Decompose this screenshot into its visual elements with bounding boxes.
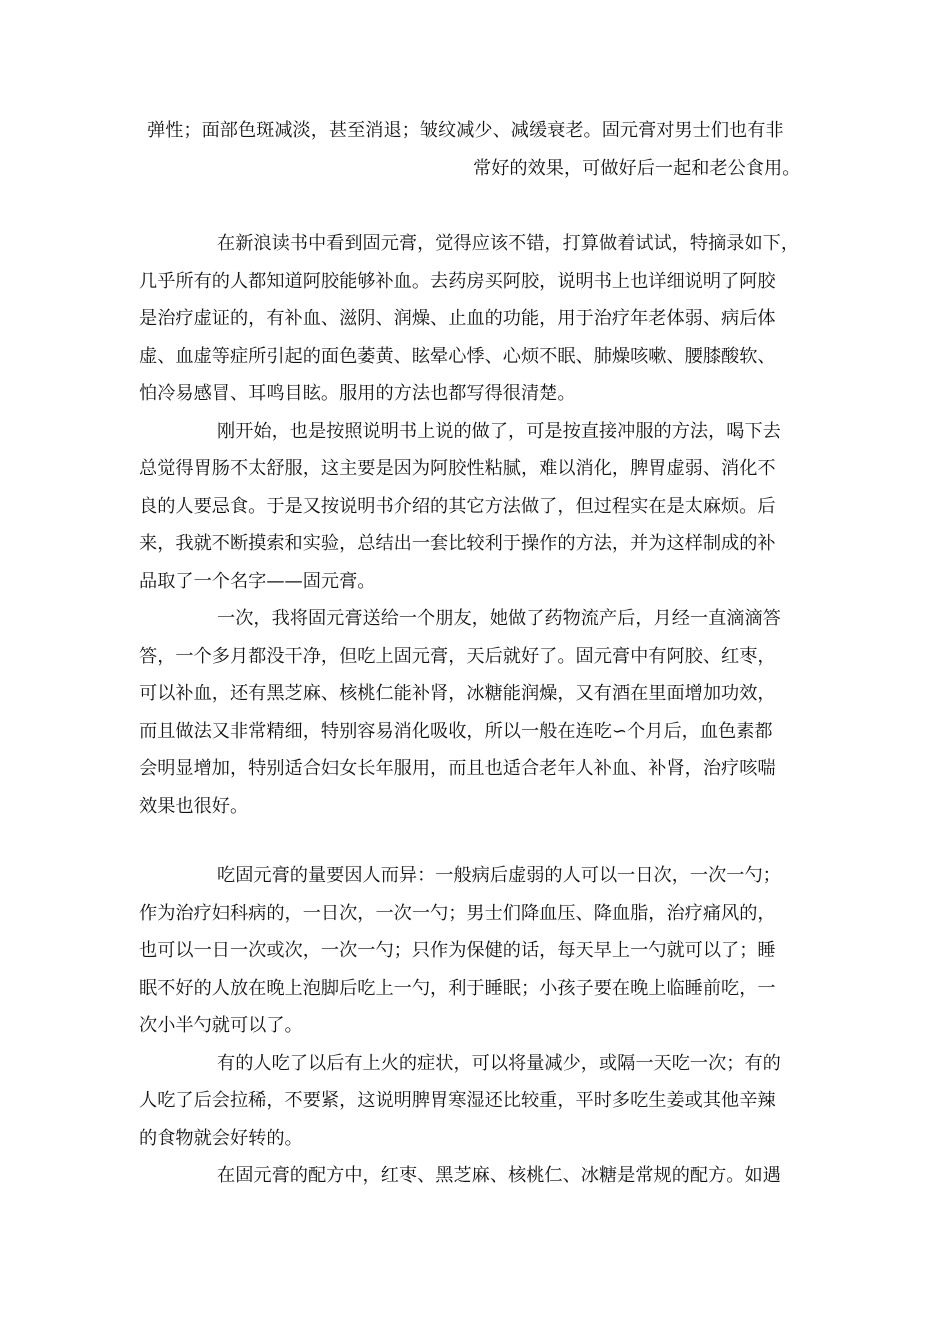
para5-line-1: 有的人吃了以后有上火的症状，可以将量减少，或隔一天吃一次；有的 — [217, 1053, 781, 1074]
para2-line-2: 总觉得胃肠不太舒服，这主要是因为阿胶性粘腻，难以消化，脾胃虚弱、消化不 — [139, 458, 776, 479]
para2-line-5: 品取了一个名字——固元膏。 — [139, 571, 376, 592]
para4-line-2: 作为治疗妇科病的，一日次，一次一勺；男士们降血压、降血脂，治疗痛风的， — [139, 903, 776, 924]
para6-line-1: 在固元膏的配方中，红枣、黑芝麻、核桃仁、冰糖是常规的配方。如遇 — [217, 1165, 781, 1186]
para5-line-3: 的食物就会好转的。 — [139, 1128, 303, 1149]
para3-line-4: 而且做法又非常精细，特别容易消化吸收，所以一般在连吃∽个月后，血色素都 — [139, 721, 773, 742]
para4-line-1: 吃固元膏的量要因人而异：一般病后虚弱的人可以一日次，一次一勺； — [217, 865, 781, 886]
para5-line-2: 人吃了后会拉稀，不要紧，这说明脾胃寒湿还比较重，平时多吃生姜或其他辛辣 — [139, 1090, 776, 1111]
intro-line-1: 弹性；面部色斑减淡，甚至消退；皱纹减少、减缓衰老。固元膏对男士们也有非 — [147, 120, 784, 141]
para2-line-4: 来，我就不断摸索和实验，总结出一套比较利于操作的方法，并为这样制成的补 — [139, 533, 776, 554]
para3-line-5: 会明显增加，特别适合妇女长年服用，而且也适合老年人补血、补肾，治疗咳喘 — [139, 758, 776, 779]
intro-line-2: 常好的效果，可做好后一起和老公食用。 — [473, 158, 801, 179]
para1-line-3: 是治疗虚证的，有补血、滋阴、润燥、止血的功能，用于治疗年老体弱、病后体 — [139, 308, 776, 329]
para1-line-1: 在新浪读书中看到固元膏，觉得应该不错，打算做着试试，特摘录如下， — [217, 233, 800, 254]
para3-line-2: 答，一个多月都没干净，但吃上固元膏，天后就好了。固元膏中有阿胶、红枣， — [139, 646, 776, 667]
para2-line-1: 刚开始，也是按照说明书上说的做了，可是按直接冲服的方法，喝下去 — [217, 421, 781, 442]
para1-line-4: 虚、血虚等症所引起的面色萎黄、眩晕心悸、心烦不眠、肺燥咳嗽、腰膝酸软、 — [139, 346, 776, 367]
para3-line-3: 可以补血，还有黑芝麻、核桃仁能补肾，冰糖能润燥，又有酒在里面增加功效， — [139, 683, 776, 704]
para4-line-4: 眠不好的人放在晚上泡脚后吃上一勺，利于睡眠；小孩子要在晚上临睡前吃，一 — [139, 978, 776, 999]
para1-line-5: 怕冷易感冒、耳鸣目眩。服用的方法也都写得很清楚。 — [139, 383, 576, 404]
para4-line-5: 次小半勺就可以了。 — [139, 1015, 303, 1036]
para2-line-3: 良的人要忌食。于是又按说明书介绍的其它方法做了，但过程实在是太麻烦。后 — [139, 496, 776, 517]
para3-line-1: 一次，我将固元膏送给一个朋友，她做了药物流产后，月经一直滴滴答 — [217, 608, 781, 629]
para3-line-6: 效果也很好。 — [139, 796, 249, 817]
para1-line-2: 几乎所有的人都知道阿胶能够补血。去药房买阿胶，说明书上也详细说明了阿胶 — [139, 271, 776, 292]
para4-line-3: 也可以一日一次或次，一次一勺；只作为保健的话，每天早上一勺就可以了；睡 — [139, 940, 776, 961]
